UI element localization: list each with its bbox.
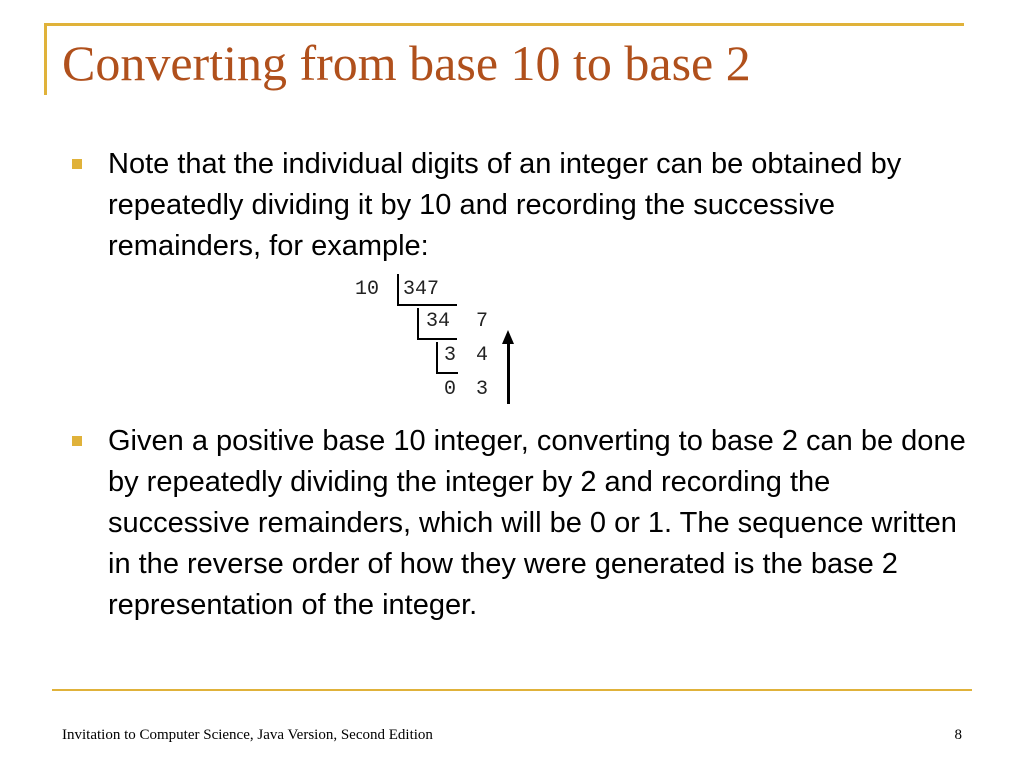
square-bullet-icon <box>72 159 82 169</box>
frame-left-rule <box>44 23 47 95</box>
bullet-item <box>108 144 978 267</box>
division-bracket-horizontal <box>417 338 457 340</box>
dividend: 347 <box>403 278 440 301</box>
bullet-text: Note that the individual digits of an integer can be obtained by repeatedly dividing it by 10 and recording the successive remainders, for example: <box>108 148 902 262</box>
up-arrow-icon <box>502 330 514 344</box>
remainder-3: 3 <box>476 378 489 401</box>
remainder-1: 7 <box>476 310 489 333</box>
division-example <box>352 274 532 414</box>
page-number: 8 <box>954 727 962 743</box>
slide-title: Converting from base 10 to base 2 <box>62 35 751 91</box>
frame-top-rule <box>44 23 964 26</box>
remainder-2: 4 <box>476 344 489 367</box>
footer-book-title: Invitation to Computer Science, Java Version, Second Edition <box>62 727 433 743</box>
square-bullet-icon <box>72 436 82 446</box>
division-bracket-vertical <box>417 308 419 340</box>
quotient-2: 3 <box>444 344 457 367</box>
up-arrow-shaft <box>507 344 510 404</box>
quotient-3: 0 <box>444 378 457 401</box>
footer-rule <box>52 689 972 691</box>
division-bracket-vertical <box>397 274 399 306</box>
divisor: 10 <box>355 278 380 301</box>
division-bracket-horizontal <box>397 304 457 306</box>
bullet-text: Given a positive base 10 integer, converting to base 2 can be done by repeatedly dividing the integer by 2 and recording the successive remainders, which will be 0 or 1. The sequence written in the reverse order of how they were generated is the base 2 representation of the integer. <box>108 425 966 621</box>
bullet-item <box>108 421 978 626</box>
division-bracket-horizontal <box>436 372 458 374</box>
division-bracket-vertical <box>436 342 438 374</box>
quotient-1: 34 <box>426 310 451 333</box>
